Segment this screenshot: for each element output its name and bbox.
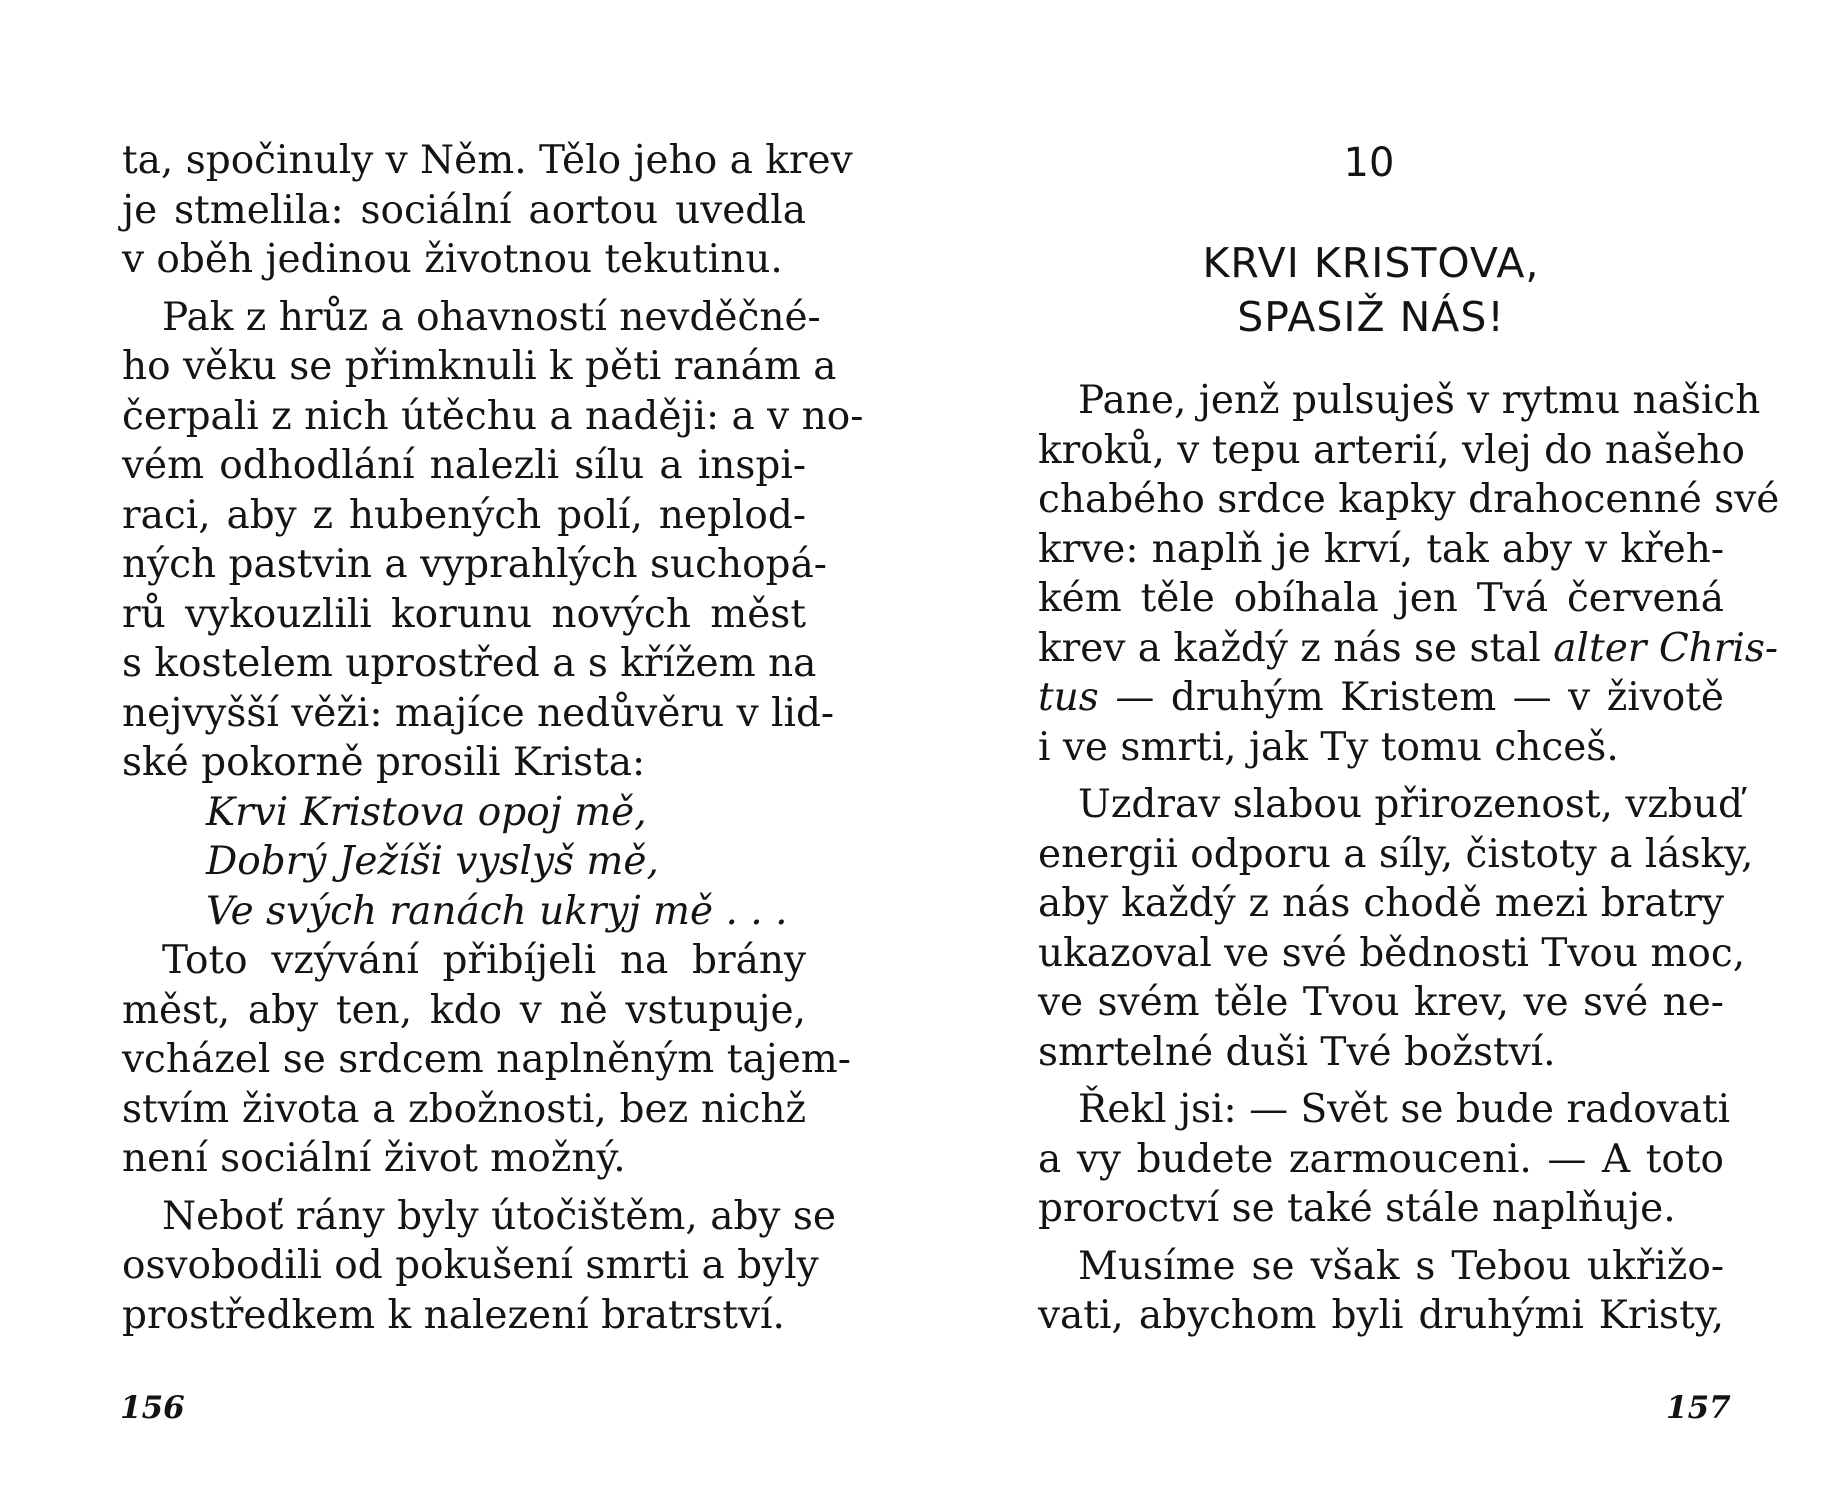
text-line: smrtelné duši Tvé božství. — [1038, 1029, 1556, 1075]
text-line: ve svém těle Tvou krev, ve své ne- — [1038, 980, 1724, 1025]
text-line: s kostelem uprostřed a s křížem na — [122, 641, 817, 686]
text-line: stvím života a zbožnosti, bez nichž — [122, 1086, 806, 1132]
text-line: ukazoval ve své bědnosti Tvou moc, — [1038, 930, 1746, 976]
chapter-number: 10 — [1343, 140, 1395, 186]
text-line: krve: naplň je krví, tak aby v křeh- — [1038, 526, 1724, 572]
text-line: aby každý z nás chodě mezi bratry — [1038, 881, 1724, 926]
text-line: vati, abychom byli druhými Kristy, — [1038, 1293, 1724, 1338]
text-line: proroctví se také stále naplňuje. — [1038, 1186, 1676, 1231]
text-line: měst, aby ten, kdo v ně vstupuje, — [122, 987, 806, 1033]
text-line: Toto vzývání přibíjeli na brány — [162, 938, 806, 983]
verse-line: Krvi Kristova opoj mě, — [206, 789, 647, 835]
latin-phrase: tus — [1038, 675, 1099, 720]
text-line: čerpali z nich útěchu a naději: a v no- — [122, 393, 864, 439]
page-number: 157 — [1666, 1390, 1731, 1426]
right-page — [914, 0, 1828, 1501]
text-line: rů vykouzlili korunu nových měst — [122, 591, 806, 637]
text-line: raci, aby z hubených polí, neplod- — [122, 492, 806, 538]
text-line: prostředkem k nalezení bratrství. — [122, 1292, 785, 1338]
text-line: vcházel se srdcem naplněným tajem- — [122, 1037, 851, 1082]
text-line: i ve smrti, jak Ty tomu chceš. — [1038, 724, 1619, 770]
text-line: není sociální život možný. — [122, 1136, 626, 1181]
text-line: chabého srdce kapky drahocenné své — [1038, 477, 1780, 522]
chapter-title — [914, 236, 1828, 344]
chapter-title-line: KRVI KRISTOVA, — [1202, 239, 1540, 287]
text-line: Uzdrav slabou přirozenost, vzbuď — [1078, 782, 1743, 827]
text-line: nejvyšší věži: majíce nedůvěru v lid- — [122, 690, 835, 736]
text-line: tus — druhým Kristem — v životě — [1038, 675, 1724, 720]
text-line: a vy budete zarmouceni. — A toto — [1038, 1136, 1724, 1182]
text-line: Pane, jenž pulsuješ v rytmu našich — [1078, 378, 1761, 423]
text-line: kém těle obíhala jen Tvá červená — [1038, 576, 1724, 621]
text-line: Pak z hrůz a ohavností nevděčné- — [162, 294, 821, 340]
chapter-title-line: SPASIŽ NÁS! — [1237, 293, 1505, 341]
latin-phrase: alter Chris- — [1553, 625, 1779, 671]
text-line: krev a každý z nás se stal alter Chris- — [1038, 625, 1779, 671]
text-line: ho věku se přimknuli k pěti ranám a — [122, 344, 837, 389]
text-line: Musíme se však s Tebou ukřižo- — [1078, 1243, 1724, 1289]
text-line: ta, spočinuly v Něm. Tělo jeho a krev — [122, 138, 853, 183]
verse-line: Dobrý Ježíši vyslyš mě, — [206, 839, 659, 884]
text-line: kroků, v tepu arterií, vlej do našeho — [1038, 427, 1745, 473]
right-page-text — [1038, 376, 1780, 1341]
left-page-text — [122, 136, 864, 1340]
text-line: ných pastvin a vyprahlých suchopá- — [122, 542, 827, 587]
text-line: ské pokorně prosili Krista: — [122, 740, 646, 785]
text-line: Řekl jsi: — Svět se bude radovati — [1078, 1087, 1731, 1132]
text-line: osvobodili od pokušení smrti a byly — [122, 1243, 819, 1288]
text-line: energii odporu a síly, čistoty a lásky, — [1038, 831, 1754, 877]
text-line: Neboť rány byly útočištěm, aby se — [162, 1193, 836, 1239]
page-number: 156 — [120, 1390, 185, 1426]
verse-line: Ve svých ranách ukryj mě . . . — [206, 888, 788, 934]
text-line: v oběh jedinou životnou tekutinu. — [122, 237, 783, 282]
text-line: je stmelila: sociální aortou uvedla — [122, 187, 806, 233]
text-line: vém odhodlání nalezli sílu a inspi- — [122, 443, 806, 488]
